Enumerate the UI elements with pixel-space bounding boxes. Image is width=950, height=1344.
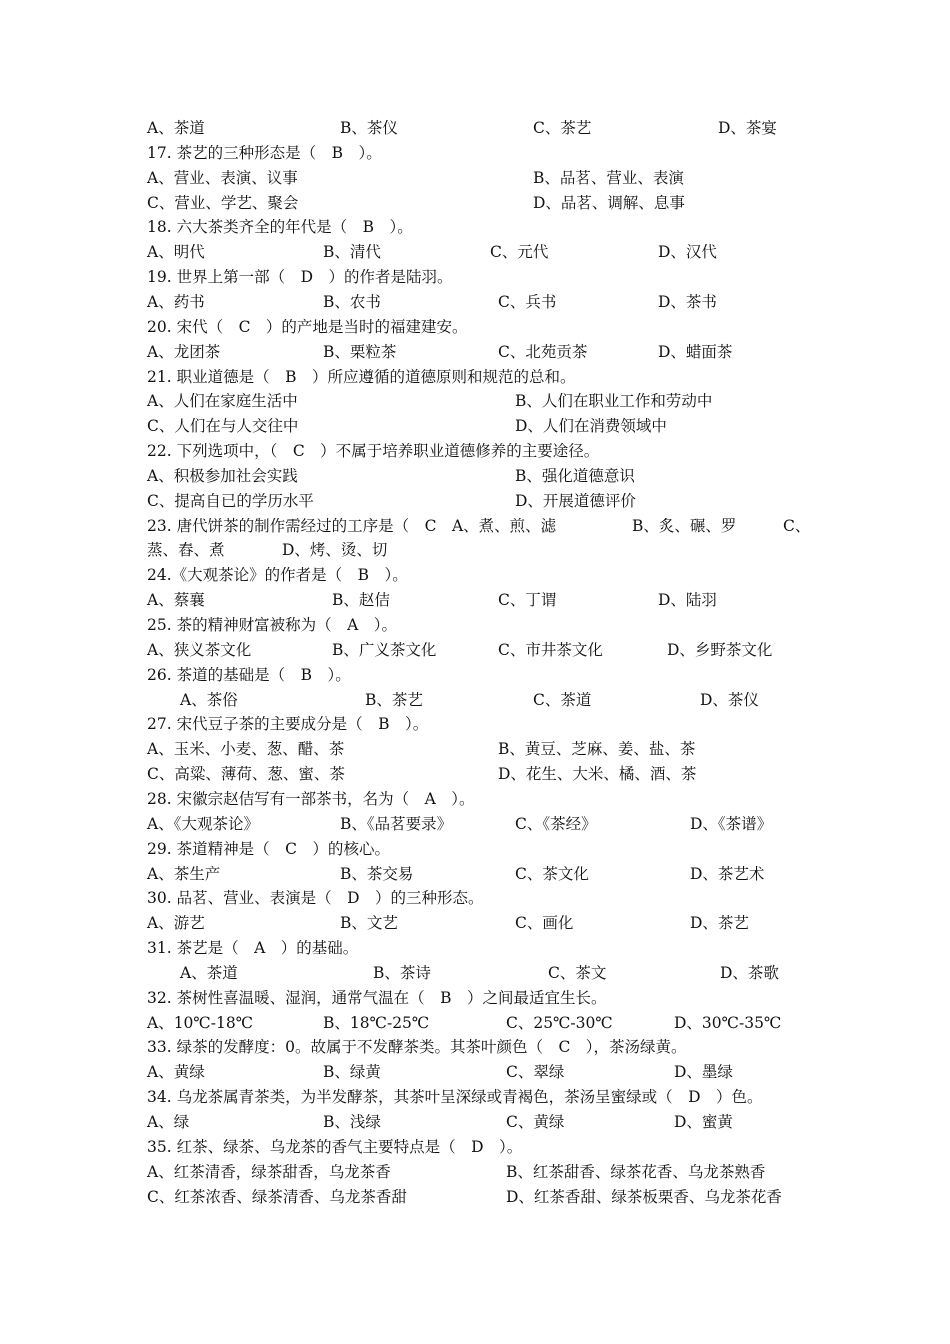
option-text: A、狭义茶文化 <box>147 640 252 659</box>
question-text: 29. 茶道精神是（ C ）的核心。 <box>147 839 390 858</box>
option-text: B、茶艺 <box>365 690 423 709</box>
option-text: A、明代 <box>147 243 205 262</box>
question-text: 35. 红茶、绿茶、乌龙茶的香气主要特点是（ D ）。 <box>147 1137 523 1156</box>
text-line <box>0 911 950 935</box>
option-text: C、25℃-30℃ <box>506 1013 613 1032</box>
text-line <box>0 638 950 662</box>
text-line <box>0 563 950 587</box>
question-text: 31. 茶艺是（ A ）的基础。 <box>147 939 359 958</box>
option-text: D、茶歌 <box>720 963 779 982</box>
option-text: A、茶道 <box>180 963 238 982</box>
option-text: B、品茗、营业、表演 <box>533 168 684 187</box>
text-line <box>0 1035 950 1059</box>
question-text: 33. 绿茶的发酵度：0。故属于不发酵茶类。其茶叶颜色（ C ），茶汤绿黄。 <box>147 1038 687 1057</box>
option-text: A、蔡襄 <box>147 591 205 610</box>
text-line <box>0 315 950 339</box>
question-text: 18. 六大茶类齐全的年代是（ B ）。 <box>147 218 413 237</box>
text-line <box>0 837 950 861</box>
text-line <box>0 1185 950 1209</box>
option-text: B、茶仪 <box>340 119 398 137</box>
option-text: B、强化道德意识 <box>515 466 635 485</box>
question-text: 26. 茶道的基础是（ B ）。 <box>147 665 351 684</box>
text-line <box>0 762 950 786</box>
option-text: D、汉代 <box>658 243 717 262</box>
option-text: D、开展道德评价 <box>515 491 636 510</box>
option-text: B、浅绿 <box>323 1113 381 1131</box>
text-line <box>0 812 950 836</box>
option-text: C、北苑贡茶 <box>498 342 588 361</box>
option-text: A、黄绿 <box>147 1063 205 1082</box>
question-text: 17. 茶艺的三种形态是（ B ）。 <box>147 143 382 162</box>
text-line <box>0 961 950 985</box>
option-text: C、丁谓 <box>498 591 557 610</box>
text-line <box>0 389 950 413</box>
question-text: 30. 品茗、营业、表演是（ D ）的三种形态。 <box>147 889 484 908</box>
text-line <box>0 365 950 389</box>
option-text: D、墨绿 <box>674 1063 733 1082</box>
text-line <box>0 1060 950 1084</box>
option-text: B、18℃-25℃ <box>323 1013 430 1032</box>
option-text: A、绿 <box>147 1113 190 1131</box>
option-text: D、蜜黄 <box>674 1113 733 1131</box>
question-text: 32. 茶树性喜温暖、湿润，通常气温在（ B ）之间最适宜生长。 <box>147 988 607 1007</box>
text-line <box>0 414 950 438</box>
text-line <box>0 439 950 463</box>
option-text: A、营业、表演、议事 <box>147 168 298 187</box>
option-text: A、《大观茶论》 <box>147 814 259 833</box>
option-text: C、元代 <box>490 243 549 262</box>
option-text: C、提高自已的学历水平 <box>147 491 314 510</box>
text-line <box>0 886 950 910</box>
option-text: B、文艺 <box>340 914 398 933</box>
text-line <box>0 489 950 513</box>
option-text: A、人们在家庭生活中 <box>147 392 298 411</box>
option-text: A、药书 <box>147 292 205 311</box>
text-line <box>0 141 950 165</box>
option-text: A、茶生产 <box>147 864 221 883</box>
text-line <box>0 712 950 736</box>
question-text: 19. 世界上第一部（ D ）的作者是陆羽。 <box>147 268 453 287</box>
option-text: D、茶宴 <box>718 119 777 137</box>
option-text: D、乡野茶文化 <box>667 640 773 659</box>
option-text: C、市井茶文化 <box>498 640 603 659</box>
text-line <box>0 1135 950 1159</box>
option-text: B、赵佶 <box>332 591 390 610</box>
option-text: D、陆羽 <box>658 591 717 610</box>
text-line <box>0 1085 950 1109</box>
option-text: D、花生、大米、橘、酒、茶 <box>498 765 697 784</box>
text-line <box>0 116 950 140</box>
text-line <box>0 240 950 264</box>
text-line <box>0 862 950 886</box>
text-line <box>0 588 950 612</box>
option-text: C、翠绿 <box>506 1063 565 1082</box>
option-text: B、茶诗 <box>373 963 431 982</box>
question-text: 24.《大观茶论》的作者是（ B ）。 <box>147 566 408 585</box>
option-text: C、茶文化 <box>515 864 589 883</box>
text-line <box>0 191 950 215</box>
option-text: A、茶俗 <box>180 690 238 709</box>
text-line <box>0 1011 950 1035</box>
option-text: A、茶道 <box>147 119 205 137</box>
option-text: B、广义茶文化 <box>332 640 437 659</box>
option-text: D、红茶香甜、绿茶板栗香、乌龙茶花香 <box>506 1187 782 1206</box>
question-text: 27. 宋代豆子茶的主要成分是（ B ）。 <box>147 715 429 734</box>
text-line <box>0 688 950 712</box>
question-text: 28. 宋徽宗赵佶写有一部茶书，名为（ A ）。 <box>147 789 475 808</box>
option-text: D、茶艺 <box>690 914 749 933</box>
option-text: B、栗粒茶 <box>323 342 397 361</box>
option-text: D、茶仪 <box>700 690 759 709</box>
text-line <box>0 464 950 488</box>
text-line <box>0 663 950 687</box>
option-text: 蒸、舂、煮 <box>147 541 225 560</box>
option-text: B、《品茗要录》 <box>340 814 453 833</box>
option-text: A、玉米、小麦、葱、醋、茶 <box>147 740 345 759</box>
option-text: C、高粱、薄荷、葱、蜜、茶 <box>147 765 345 784</box>
option-text: C、人们在与人交往中 <box>147 417 299 436</box>
text-line <box>0 340 950 364</box>
option-text: B、人们在职业工作和劳动中 <box>515 392 713 411</box>
option-text: A、游艺 <box>147 914 205 933</box>
option-text: D、30℃-35℃ <box>674 1013 782 1032</box>
question-text: 20. 宋代（ C ）的产地是当时的福建建安。 <box>147 317 468 336</box>
option-text: D、《茶谱》 <box>690 814 773 833</box>
text-line <box>0 166 950 190</box>
question-text: 34. 乌龙茶属青茶类，为半发酵茶，其茶叶呈深绿或青褐色，茶汤呈蜜绿或（ D ）色。 <box>147 1088 763 1107</box>
text-line <box>0 737 950 761</box>
option-text: D、品茗、调解、息事 <box>533 193 685 212</box>
option-text: B、炙、碾、罗 <box>632 516 737 535</box>
option-text: A、10℃-18℃ <box>147 1013 254 1032</box>
option-text: C、茶文 <box>548 963 607 982</box>
question-text: 25. 茶的精神财富被称为（ A ）。 <box>147 616 398 634</box>
text-line <box>0 1110 950 1134</box>
option-text: A、积极参加社会实践 <box>147 466 298 485</box>
text-line <box>0 787 950 811</box>
option-text: B、农书 <box>323 292 381 311</box>
text-line <box>0 986 950 1010</box>
option-text: C、茶道 <box>533 690 592 709</box>
option-text: C、兵书 <box>498 292 557 311</box>
option-text: C、 <box>783 516 811 535</box>
option-text: C、茶艺 <box>533 119 592 137</box>
text-line <box>0 613 950 637</box>
text-line <box>0 936 950 960</box>
option-text: B、绿黄 <box>323 1063 381 1082</box>
option-text: D、茶书 <box>658 292 717 311</box>
text-line <box>0 538 950 562</box>
option-text: D、茶艺术 <box>690 864 765 883</box>
option-text: A、龙团茶 <box>147 342 221 361</box>
option-text: B、清代 <box>323 243 381 262</box>
text-line <box>0 1160 950 1184</box>
text-line <box>0 514 950 538</box>
option-text: D、人们在消费领域中 <box>515 417 667 436</box>
option-text: C、黄绿 <box>506 1113 565 1131</box>
option-text: D、烤、烫、切 <box>282 541 388 560</box>
option-text: C、营业、学艺、聚会 <box>147 193 299 212</box>
question-text: 22. 下列选项中，（ C ）不属于培养职业道德修养的主要途径。 <box>147 442 600 461</box>
option-text: B、茶交易 <box>340 864 414 883</box>
option-text: B、红茶甜香、绿茶花香、乌龙茶熟香 <box>506 1162 766 1181</box>
option-text: D、蜡面茶 <box>658 342 733 361</box>
text-line <box>0 265 950 289</box>
question-text: 21. 职业道德是（ B ）所应遵循的道德原则和规范的总和。 <box>147 367 576 386</box>
option-text: C、画化 <box>515 914 574 933</box>
option-text: C、《茶经》 <box>515 814 597 833</box>
option-text: A、红茶清香，绿茶甜香，乌龙茶香 <box>147 1162 391 1181</box>
option-text: C、红茶浓香、绿茶清香、乌龙茶香甜 <box>147 1187 407 1206</box>
text-line <box>0 290 950 314</box>
option-text: 23. 唐代饼茶的制作需经过的工序是（ C A、煮、煎、滤 <box>147 516 557 535</box>
text-line <box>0 215 950 239</box>
option-text: B、黄豆、芝麻、姜、盐、茶 <box>498 740 696 759</box>
